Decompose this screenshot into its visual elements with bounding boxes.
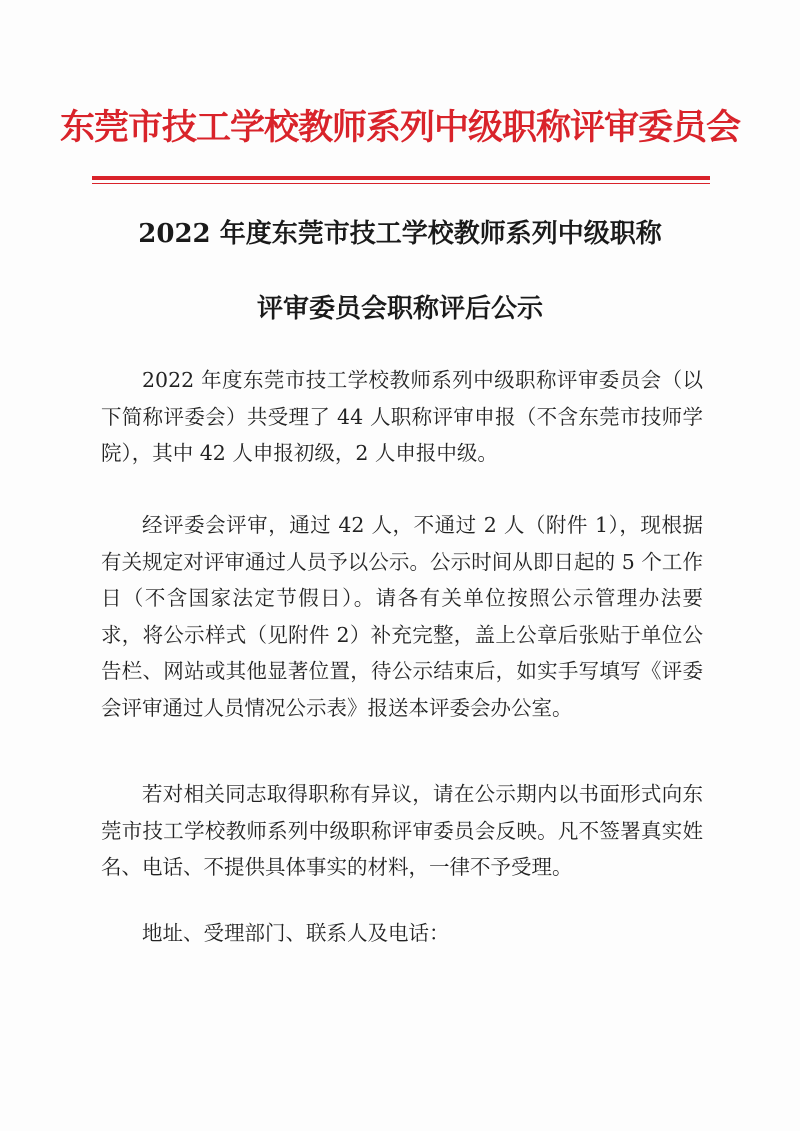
document-title-line-2: 评审委员会职称评后公示 [256,294,543,324]
document-title-line-1: 2022 年度东莞市技工学校教师系列中级职称 [138,219,662,249]
red-rule-thin [92,183,710,184]
body-paragraph: 若对相关同志取得职称有异议，请在公示期内以书面形式向东莞市技工学校教师系列中级职称评审委员会反映。凡不签署真实姓名、电话、不提供具体事实的材料，一律不予受理。 [101,782,703,879]
contact-info-heading: 地址、受理部门、联系人及电话： [142,921,450,945]
body-paragraph: 2022 年度东莞市技工学校教师系列中级职称评审委员会（以下简称评委会）共受理了 44 人职称评审申报（不含东莞市技师学院），其中 42 人申报初级，2 人申报中级。 [101,368,703,465]
body-paragraph: 经评委会评审，通过 42 人，不通过 2 人（附件 1），现根据有关规定对评审通过人员予以公示。公示时间从即日起的 5 个工作日（不含国家法定节假日）。请各有关单位按照公示管理办法要求，将公示样式（见附件 2）补充完整，盖上公章后张贴于单位公告栏、网站或其他显著位置，待公示结束后，如实手写填写《评委会评审通过人员情况公示表》报送本评委会办公室。 [101,513,703,720]
body-paragraph-4-block [101,915,703,952]
body-paragraph-3-block [101,776,703,886]
body-paragraph-2-block [101,507,703,726]
body-paragraph-1-block [101,362,703,472]
red-rule-thick [92,176,710,180]
organization-header: 东莞市技工学校教师系列中级职称评审委员会 [59,107,740,148]
